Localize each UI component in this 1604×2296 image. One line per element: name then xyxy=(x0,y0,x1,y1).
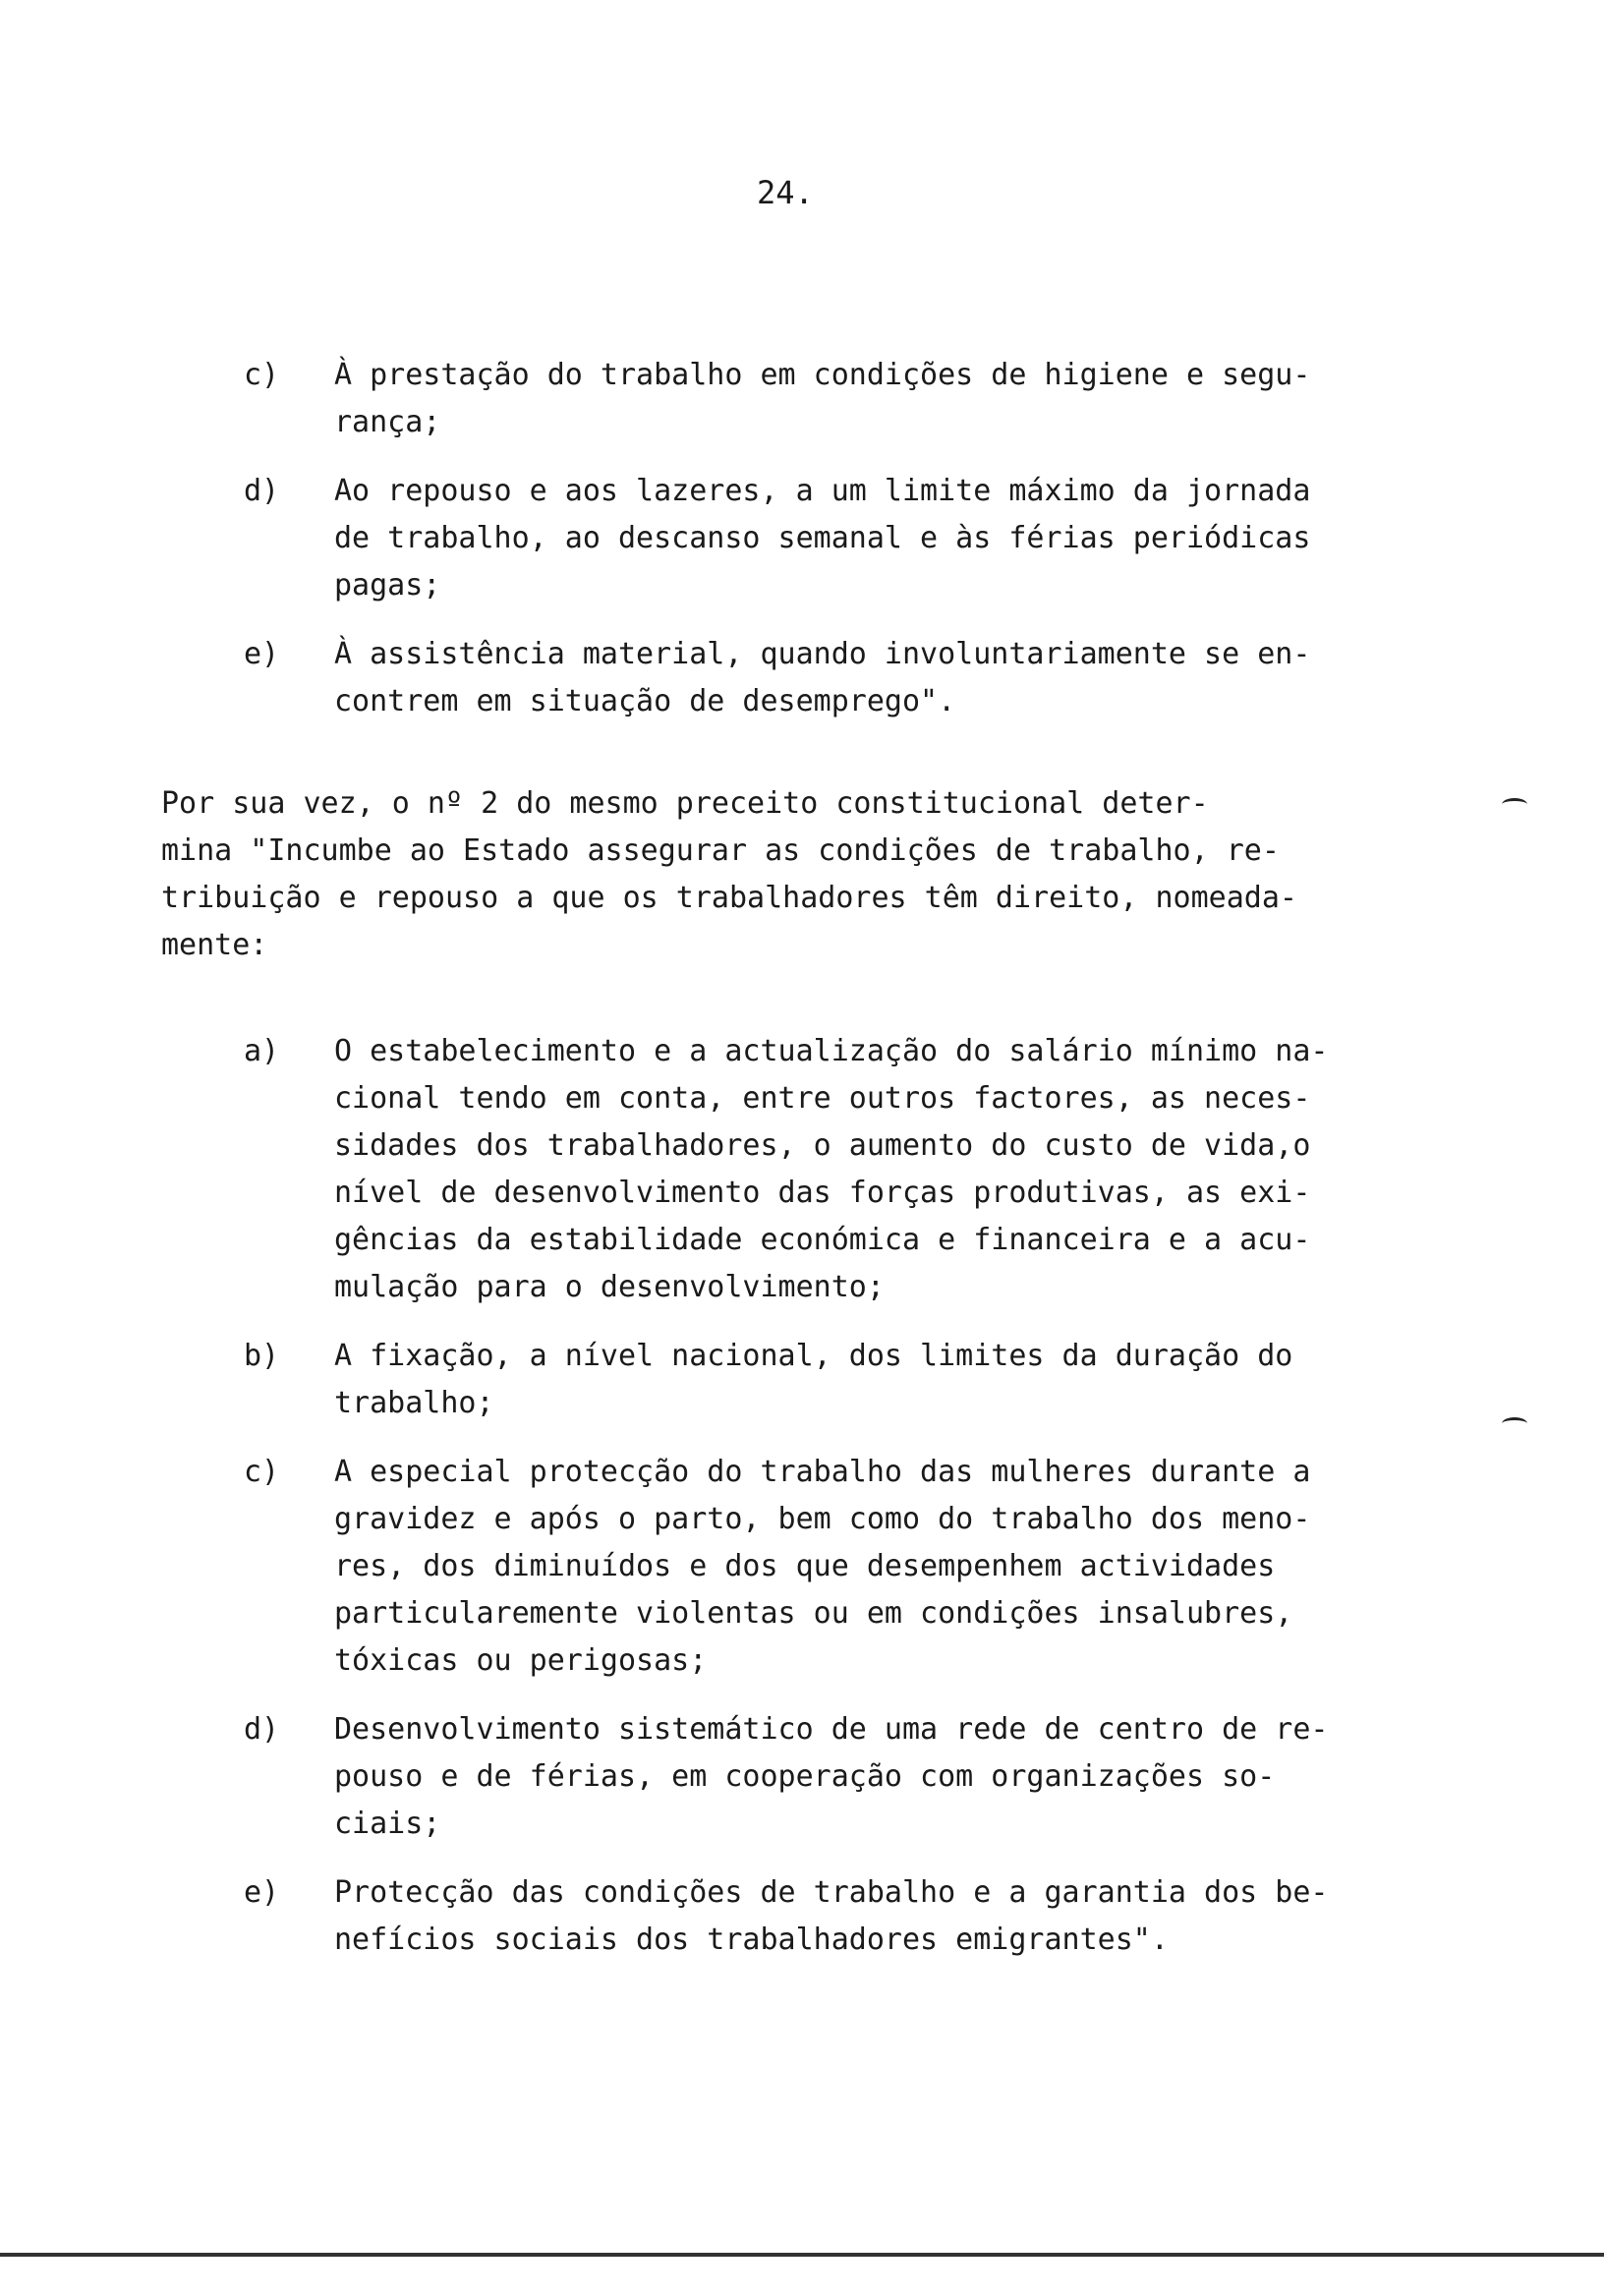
margin-arc-mark xyxy=(1502,1417,1527,1430)
list-item-text: A fixação, a nível nacional, dos limites da duração do trabalho; xyxy=(334,1339,1293,1420)
list-marker: c) xyxy=(244,1455,280,1489)
list-marker: b) xyxy=(244,1339,280,1373)
list-item-text: O estabelecimento e a actualização do salário mínimo na- cional tendo em conta, entre outros factores, as neces- sidades dos trabalhadores, o aumento do custo de vida,o nível de desenvolvimento das forças produtivas, as exi- gências da estabilidade económica e financeira e a acu- mulação para o desenvolvimento; xyxy=(334,1034,1329,1304)
list-item-text: A especial protecção do trabalho das mulheres durante a gravidez e após o parto, bem como do trabalho dos meno- res, dos diminuídos e dos que desempenhem actividades particularemente violentas ou em condições insalubres, tóxicas ou perigosas; xyxy=(334,1455,1311,1678)
list-item-text: Protecção das condições de trabalho e a garantia dos be- nefícios sociais dos trabalhadores emigrantes". xyxy=(334,1875,1329,1957)
bottom-rule xyxy=(0,2253,1604,2257)
list-marker: d) xyxy=(244,1712,280,1747)
body-paragraph: Por sua vez, o nº 2 do mesmo preceito constitucional deter- mina "Incumbe ao Estado assegurar as condições de trabalho, re- tribuição e repouso a que os trabalhadores têm direito, nomeada- mente: xyxy=(161,786,1297,962)
list-marker: e) xyxy=(244,1875,280,1910)
list-marker: a) xyxy=(244,1034,280,1068)
list-top xyxy=(244,352,1413,747)
list-item-text: Desenvolvimento sistemático de uma rede de centro de re- pouso e de férias, em cooperação com organizações so- ciais; xyxy=(334,1712,1329,1841)
list-item-text: À prestação do trabalho em condições de higiene e segu- rança; xyxy=(334,358,1311,439)
list-item xyxy=(244,468,1413,609)
list-item xyxy=(244,352,1413,446)
margin-arc-mark xyxy=(1502,798,1527,811)
list-bottom xyxy=(244,1028,1413,1985)
list-item xyxy=(244,1028,1413,1311)
list-item xyxy=(244,631,1413,725)
list-item xyxy=(244,1706,1413,1848)
list-item-text: Ao repouso e aos lazeres, a um limite máximo da jornada de trabalho, ao descanso semanal e às férias periódicas pagas; xyxy=(334,474,1311,603)
list-marker: e) xyxy=(244,637,280,671)
page-number: 24. xyxy=(757,174,814,211)
list-item-text: À assistência material, quando involuntariamente se en- contrem em situação de desemprego". xyxy=(334,637,1311,718)
list-item xyxy=(244,1449,1413,1685)
list-marker: c) xyxy=(244,358,280,392)
list-marker: d) xyxy=(244,474,280,508)
list-item xyxy=(244,1869,1413,1964)
list-item xyxy=(244,1333,1413,1427)
